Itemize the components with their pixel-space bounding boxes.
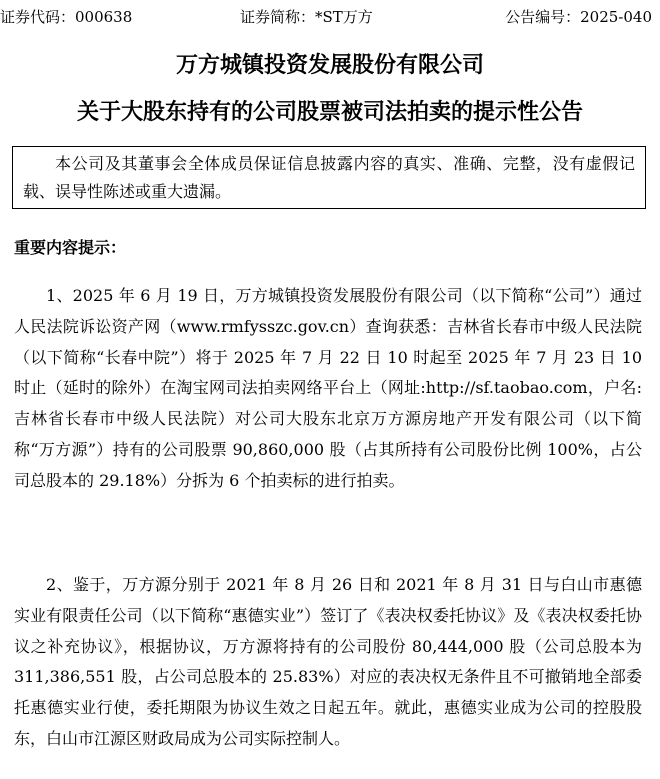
notice-title: 关于大股东持有的公司股票被司法拍卖的提示性公告 bbox=[76, 99, 583, 125]
notice-number: 公告编号：2025-040 bbox=[505, 8, 652, 26]
key-points-heading: 重要内容提示： bbox=[14, 238, 127, 257]
security-code: 证券代码：000638 bbox=[0, 8, 133, 26]
paragraph-2: 2、鉴于，万方源分别于 2021 年 8 月 26 日和 2021 年 8 月 31 日与白山市惠德实业有限责任公司（以下简称“惠德实业”）签订了《表决权委托协议》及《表决权委托协议之补充协议》，根据协议，万方源将持有的公司股份 80,444,000 股（公司总股本为 311,386,551 股，占公司总股本的 25.83%）对应的表决权无条件且不可撤销地全部委托惠德实业行使，委托期限为协议生效之日起五年。就此，惠德实业成为公司的控股股东，白山市江源区财政局成为公司实际控制人。 bbox=[14, 575, 642, 748]
company-title: 万方城镇投资发展股份有限公司 bbox=[175, 52, 484, 78]
security-short-name: 证券简称：*ST万方 bbox=[240, 8, 373, 26]
disclaimer-text: 本公司及其董事会全体成员保证信息披露内容的真实、准确、完整，没有虚假记载、误导性陈述或重大遗漏。 bbox=[23, 154, 635, 201]
paragraph-1: 1、2025 年 6 月 19 日，万方城镇投资发展股份有限公司（以下简称“公司”）通过人民法院诉讼资产网（www.rmfysszc.gov.cn）查询获悉：吉林省长春市中级人民法院（以下简称“长春中院”）将于 2025 年 7 月 22 日 10 时起至 2025 年 7 月 23 日 10 时止（延时的除外）在淘宝网司法拍卖网络平台上（网址:http://sf.taobao.com，户名:吉林省长春市中级人民法院）对公司大股东北京万方源房地产开发有限公司（以下简称“万方源”）持有的公司股票 90,860,000 股（占其所持有公司股份比例 100%，占公司总股本的 29.18%）分拆为 6 个拍卖标的进行拍卖。 bbox=[14, 286, 642, 490]
document-header bbox=[0, 4, 660, 30]
disclaimer-box bbox=[12, 146, 646, 209]
